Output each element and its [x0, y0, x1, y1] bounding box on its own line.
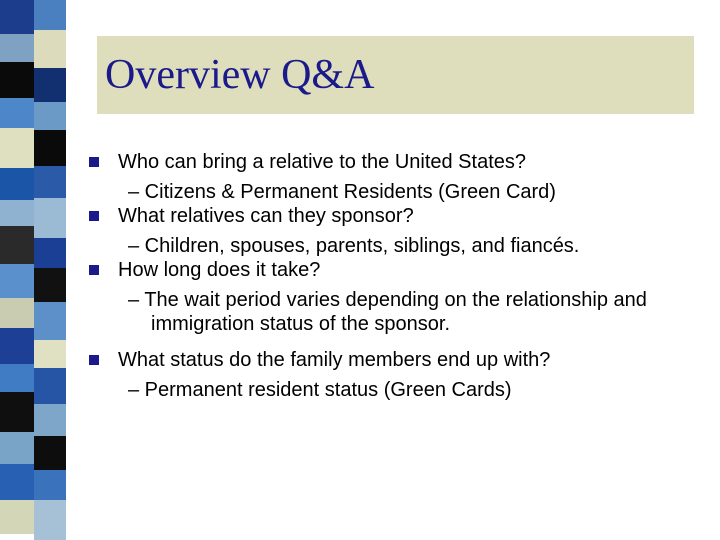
list-item: Who can bring a relative to the United States? — [118, 151, 527, 173]
list-item: What status do the family members end up with? — [118, 349, 551, 371]
list-subitem: – Permanent resident status (Green Cards) — [128, 379, 512, 401]
bullet-icon — [89, 265, 99, 275]
list-subitem-continuation: immigration status of the sponsor. — [151, 313, 451, 335]
bullet-icon — [89, 211, 99, 221]
bullet-icon — [89, 157, 99, 167]
list-subitem: – The wait period varies depending on the relationship and — [128, 289, 647, 311]
list-subitem: – Children, spouses, parents, siblings, and fiancés. — [128, 235, 580, 257]
list-item: What relatives can they sponsor? — [118, 205, 414, 227]
slide-title: Overview Q&A — [105, 52, 375, 98]
bullet-icon — [89, 355, 99, 365]
list-item: How long does it take? — [118, 259, 321, 281]
list-subitem: – Citizens & Permanent Residents (Green Card) — [128, 181, 556, 203]
